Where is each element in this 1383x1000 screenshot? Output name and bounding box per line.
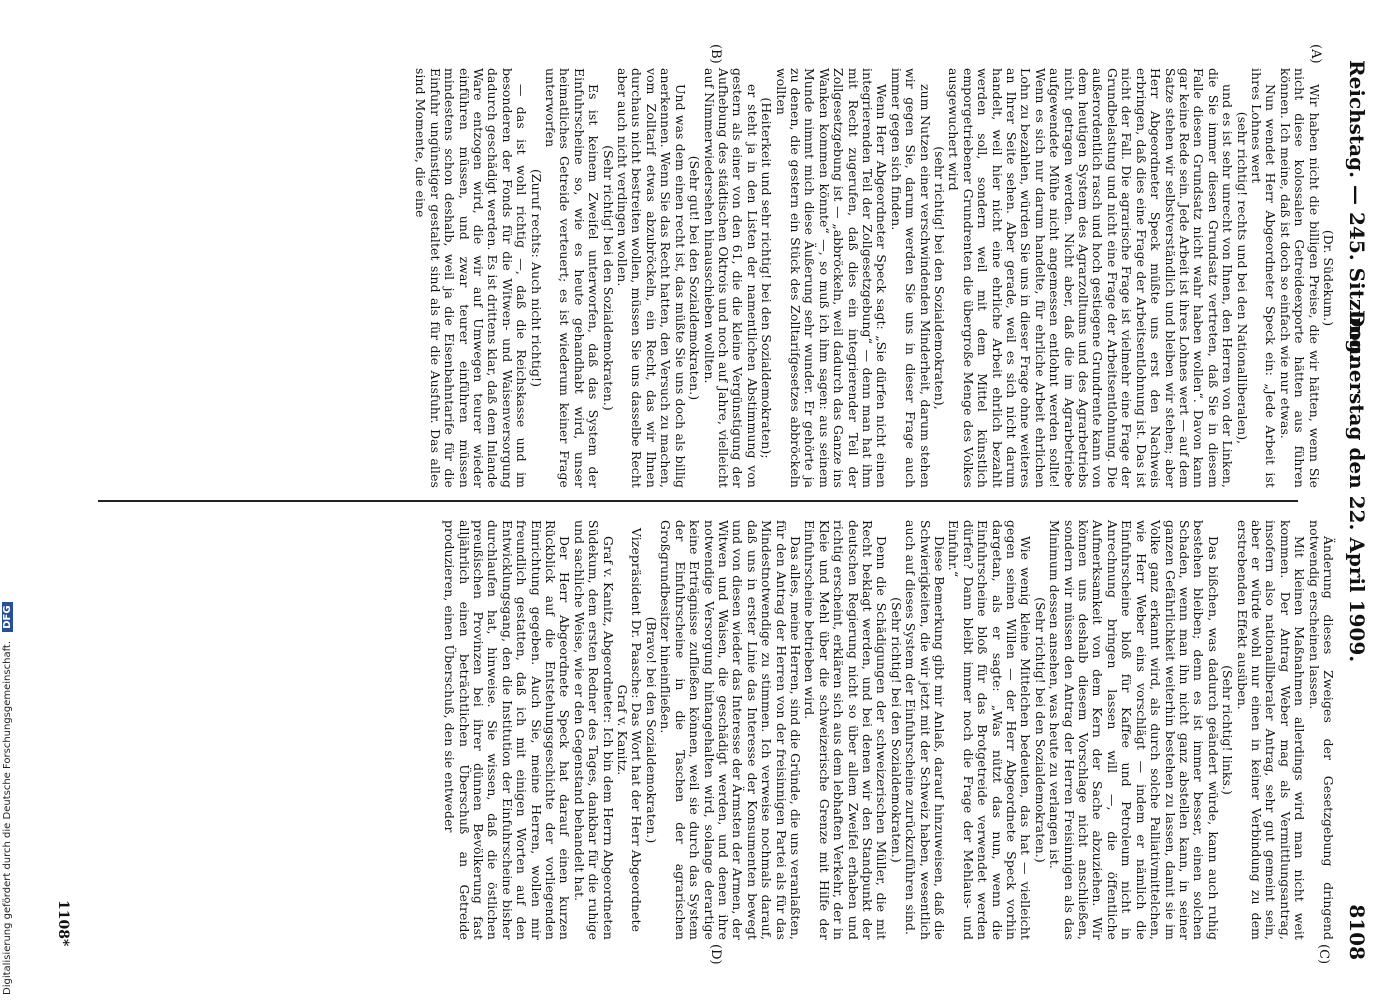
paragraph: und es ist sehr unrecht von Ihnen, den Herren von der Linken, die Sie immer diesen Grundsatz vertreten, daß Sie in diesem Falle diesen Grundsatz nicht wahr haben wollen“. Davon kann gar keine Rede sein. Jede Arbeit ist ihres Lohnes wert — auf dem Satze stehen wir selbstverständlich und bleiben wir stehen; aber Herr Abgeordneter Speck müßte uns erst den Nachweis erbringen, daß dies eine Frage der Arbeitsentlohnung ist. Das ist nicht der Fall. Die agrarische Frage ist vielmehr eine Frage der Grundbelastung und nicht eine Frage der Arbeitsentlohnung. Die außerordentlich rasch und hoch gestiegene Grundrente kann von dem heutigen System des Agrarzolltums und des Agrarbetriebs nicht getragen werden. Nicht aber, daß die im Agrarbetriebe aufgewendete Mühe nicht angemessen entlohnt werden sollte! Wenn es sich nur darum handelte, für ehrliche Arbeit ehrlichen Lohn zu bezahlen, würden Sie uns in dieser Frage ohne weiteres an Ihrer Seite sehen. Aber gerade, weil es sich nicht darum handelt, weil hier nicht eine ehrliche Arbeit ehrlich bezahlt werden soll, sondern weil mit dem Mittel künstlich emporgetriebener Grundrenten die übergroße Menge des Volkes ausgewuchert wird bbox=[946, 68, 1236, 488]
centered-line: (sehr richtig! bei den Sozialdemokraten), bbox=[932, 146, 948, 410]
right-text-column bbox=[442, 520, 1335, 940]
centered-line: (Sehr richtig! links.) bbox=[1220, 665, 1236, 795]
paragraph: Und was dem einen recht ist, das müßte Sie uns doch als billig anerkennen. Wenn Sie das Recht hatten, den Versuch zu machen, vom Zolltarif etwas abzubröckeln, ein Recht, das wir Ihnen durchaus nicht bestreiten wollen, müssen Sie uns dasselbe Recht aber auch nicht verdingen wollen. bbox=[615, 68, 688, 488]
centered-line: (Dr. Südekum.) bbox=[1321, 229, 1336, 327]
paragraph: Der Herr Abgeordnete Speck hat darauf einen kurzen Rückblick auf die Entstehungsgeschichte der vorliegenden Einrichtung gegeben. Auch Sie, meine Herren, wollen mir freundlich gestatten, daß ich mit einigen Worten auf den Entwicklungsgang, den die Institution der Einfuhrscheine bisher durchlaufen hat, hinweise. Sie wissen, daß die östlichen preußischen Provinzen bei ihrer dünnen Bevölkerung fast alljährlich einen beträchtlichen Überschuß an Getreide produzieren, einen Überschuß, den sie entweder bbox=[442, 520, 573, 940]
header-page-number: 8108 bbox=[1345, 904, 1369, 960]
paragraph: Das alles, meine Herren, sind die Gründe, die uns veranlaßten, für den Antrag der Herren von der freisinnigen Partei als für das Mindestnotwendige zu stimmen. Ich verweise nochmals darauf, daß uns in erster Linie das Interesse der Konsumenten bewegt und von diesen wieder das Interesse der Ärmsten der Armen, der Witwen und Waisen, die geschädigt werden, und denen ihre notwendige Versorgung hintangehalten wird, solange derartige keine Erträgnisse zufließen können, weil sie durch das System der Einfuhrscheine in die Taschen der agrarischen Großgrundbesitzer hineinfließen. bbox=[658, 520, 803, 940]
sheet-number: 1108* bbox=[55, 900, 71, 947]
paragraph: Das bißchen, was dadurch geändert würde, kann auch ruhig bestehen bleiben; denn es ist immer besser, einen solchen Schaden, wenn man ihn nicht ganz abstellen kann, in seiner ganzen Gefährlichkeit weiterhin bestehen zu lassen, damit sie im Volke ganz erkannt wird, als durch solche Palliativmittelchen, wie Herr Weber eins vorschlägt — indem er nämlich die Einfuhrscheine bloß für Kaffee und Petroleum nicht in Anrechnung bringen lassen will —, die öffentliche Aufmerksamkeit von dem Kern der Sache abzuziehen. Wir können uns deshalb diesem Vorschlage nicht anschließen, sondern wir müssen den Antrag der Herren Freisinnigen als das Minimum dessen ansehen, was heute zu verlangen ist. bbox=[1047, 520, 1221, 940]
dfg-logo: DFG bbox=[2, 602, 13, 631]
centered-line: (Zuruf rechts: Auch nicht richtig!) bbox=[528, 168, 544, 388]
paragraph: Es ist keinem Zweifel unterworfen, daß das System der Einfuhrscheine so, wie es heute gehandhabt wird, unser heimatliches Getreide verteuert; es ist wiederum keiner Frage unterworfen bbox=[543, 68, 602, 488]
centered-line: (Bravo! bei den Sozialdemokraten.) bbox=[643, 616, 659, 844]
centered-line: Vizepräsident Dr. Paasche: Das Wort hat der Herr Abgeordnete Graf v. Kanitz. bbox=[615, 527, 645, 933]
paragraph: Wenn Herr Abgeordneter Speck sagt: „Sie dürfen nicht einen integrierenden Teil der Zollgesetzgebung“ — denn man hat ihm mit Recht zugerufen, daß dies ein integrierender Teil der Zollgesetzgebung ist — „abbröckeln, weil dadurch das Ganze ins Wanken kommen könnte“ —, so muß ich ihm sagen: aus seinem Munde nimmt mich diese Äußerung sehr wunder. Er gehörte ja zu denen, die gestern ein Stück des Zolltarifgesetzes abbröckeln wollten bbox=[773, 68, 890, 488]
paragraph: Denn die Schädigungen der schweizerischen Müller, die mit Recht beklagt werden, und bei denen wir den Standpunkt der deutschen Regierung nicht so über allem Zweifel erhaben und richtig erscheint, erklären sich aus dem lebhaften Verkehr, der in Kleie und Mehl über die schweizerische Grenze mit Hilfe der Einfuhrscheine betrieben wird. bbox=[802, 520, 890, 940]
centered-line: (Sehr richtig! bei den Sozialdemokraten.) bbox=[888, 597, 904, 863]
column-divider bbox=[98, 500, 1298, 502]
centered-line: (Heiterkeit und sehr richtig! bei den Sozialdemokraten); bbox=[759, 97, 775, 459]
margin-mark-a: (A) bbox=[1308, 44, 1323, 64]
left-text-column bbox=[413, 68, 1335, 488]
paragraph: Diese Bemerkung gibt mir Anlaß, darauf hinzuweisen, daß die Schwierigkeiten, die wir jetzt mit der Schweiz haben, wesentlich auch auf dieses System der Einfuhrscheine zurückzuführen sind. bbox=[903, 520, 948, 940]
paragraph: Wie wenig kleine Mittelchen bedeuten, das hat — vielleicht gegen seinen Willen — der Herr Abgeordnete Speck vorhin dargetan, als er sagte: „Was nützt das nun, wenn die Einfuhrscheine bloß für das Brotgetreide verwendet werden dürfen? Dann bleibt immer noch die Frage der Mehlaus- und Einfuhr.“ bbox=[946, 520, 1034, 940]
centered-line: (Sehr richtig! bei den Sozialdemokraten.) bbox=[600, 145, 616, 411]
margin-mark-c: (C) bbox=[1316, 944, 1331, 965]
paragraph: zum Nutzen einer verschwindenden Minderheit, darum stehen wir gegen Sie, darum werden Sie uns in dieser Frage auch immer gegen sich finden. bbox=[888, 68, 933, 488]
margin-mark-d: (D) bbox=[708, 944, 723, 965]
side-credit bbox=[0, 0, 20, 1000]
paragraph: Graf v. Kanitz, Abgeordneter: Ich bin dem Herrn Abgeordneten Südekum, dem ersten Redner des Tages, dankbar für die ruhige und sachliche Weise, wie er den Gegenstand behandelt hat. bbox=[571, 520, 616, 940]
paragraph: Nun wendet Herr Abgeordneter Speck ein: „Jede Arbeit ist ihres Lohnes wert bbox=[1248, 68, 1279, 488]
header-left: Reichstag. — 245. Sitzung. bbox=[1345, 60, 1369, 361]
centered-line: (sehr richtig! rechts und bei den Nationalliberalen), bbox=[1234, 111, 1250, 445]
centered-line: (Sehr gut! bei den Sozialdemokraten.) bbox=[687, 155, 703, 401]
paragraph: Änderung dieses Zweiges der Gesetzgebung dringend notwendig erscheinen lassen. bbox=[1306, 520, 1336, 940]
paragraph: Mit kleinen Maßnahmen allerdings wird man nicht weit kommen. Der Antrag Weber mag als Vermittlungsantrag, insofern also nationalliberaler Antrag, sehr gut gemeint sein, aber er würde wohl nur einen in keiner Verbindung zu dem erstrebenden Effekt ausüben. bbox=[1234, 520, 1308, 940]
paragraph: er steht ja in den Listen der namentlichen Abstimmung von gestern als einer von den 61, die die kleine Vergünstigung der Aufhebung des städtischen Oktrois und noch auf Jahre, vielleicht auf Nimmerwiedersehen hinausschieben wollten. bbox=[701, 68, 760, 488]
side-credit-text: Digitalisierung gefördert durch die Deutsche Forschungsgemeinschaft. bbox=[2, 640, 13, 995]
margin-mark-b: (B) bbox=[708, 44, 723, 64]
header-date: Donnerstag den 22. April 1909. bbox=[1345, 310, 1369, 663]
paragraph: Wir haben nicht die billigen Preise, die wir hätten, wenn Sie nicht diese kolossalen Getreideexporte hätten aus führen können. Ich meine, daß ist doch so einfach wie nur etwas. bbox=[1277, 68, 1322, 488]
centered-line: (Sehr richtig! bei den Sozialdemokraten.) bbox=[1032, 597, 1048, 863]
paragraph: — das ist wohl richtig —, daß die Reichskasse und im besonderen der Fonds für die Witwen- und Waisenversorgung dadurch geschädigt werden. Es ist drittens klar, daß dem Inlande Ware entzogen wird, die wir auf Umwegen teurer wieder einführen müssen, und zwar teurer einführen müssen mindestens schon deshalb, weil ja die Eisenbahntarife für die Einfuhr ungünstiger gestaltet sind als für die Ausfuhr. Das alles sind Momente, die eine bbox=[413, 68, 530, 488]
